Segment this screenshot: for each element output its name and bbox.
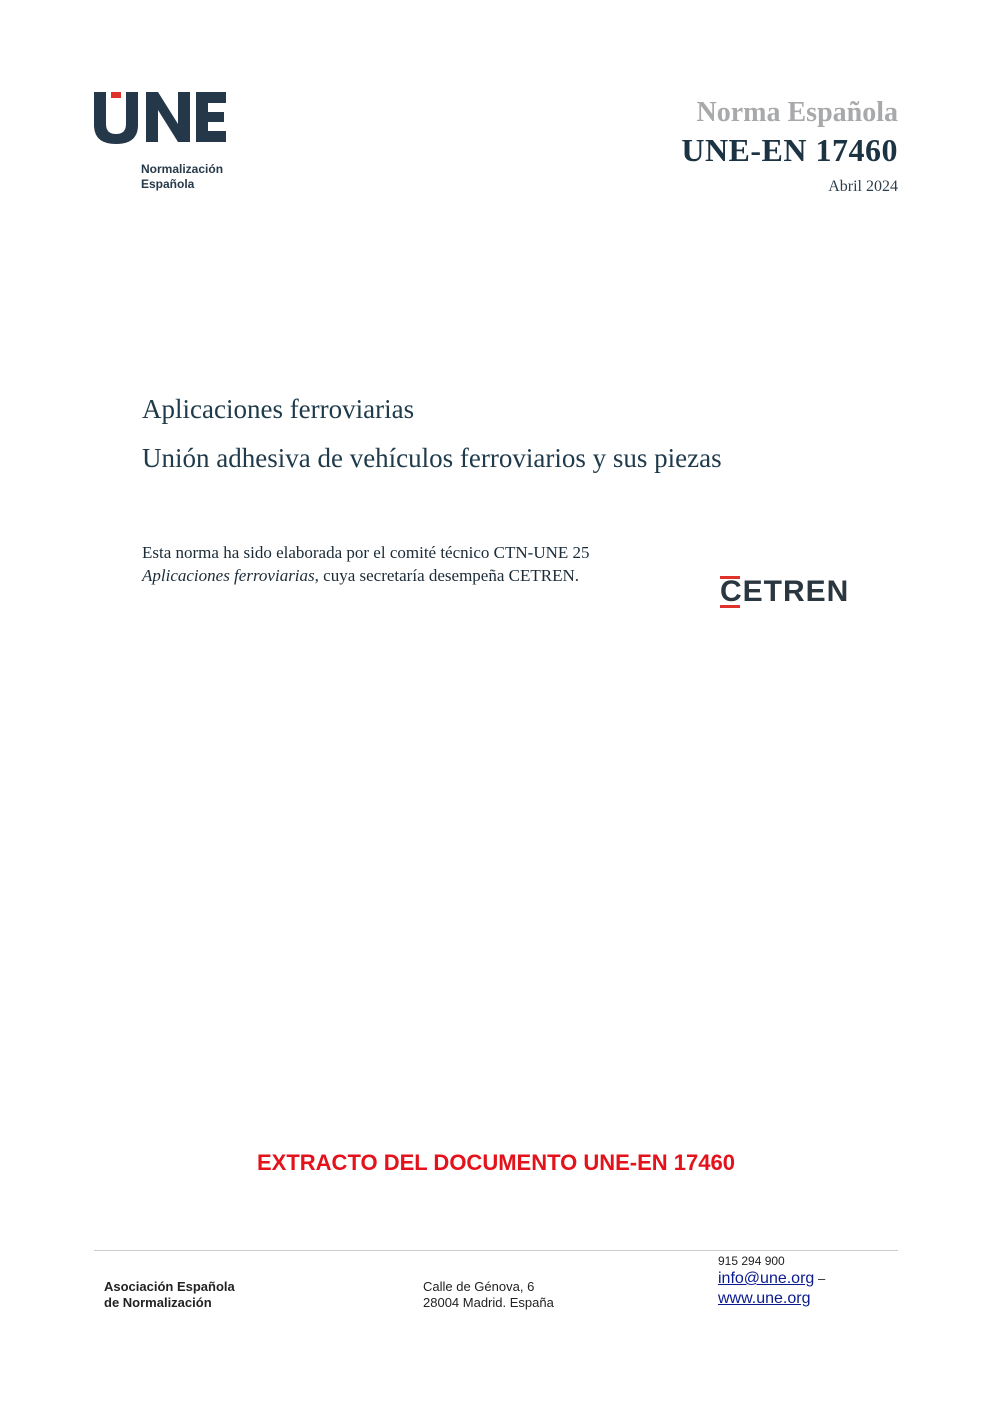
committee-statement bbox=[142, 541, 642, 587]
extract-notice: EXTRACTO DEL DOCUMENTO UNE-EN 17460 bbox=[257, 1150, 735, 1175]
standard-date: Abril 2024 bbox=[828, 178, 898, 195]
une-logo-subtitle-line2: Española bbox=[141, 177, 195, 191]
une-logo-subtitle-line1: Normalización bbox=[141, 162, 224, 176]
footer-website-link[interactable]: www.une.org bbox=[718, 1290, 811, 1307]
standard-kind: Norma Española bbox=[696, 97, 898, 128]
footer-organization bbox=[104, 1279, 235, 1311]
footer-org-line2: de Normalización bbox=[104, 1295, 212, 1310]
standard-code: UNE-EN 17460 bbox=[681, 132, 898, 168]
footer-phone: 915 294 900 bbox=[718, 1254, 785, 1268]
footer-address-line2: 28004 Madrid. España bbox=[423, 1295, 554, 1310]
une-logo bbox=[92, 88, 252, 198]
footer-divider bbox=[94, 1250, 898, 1251]
footer-separator: – bbox=[817, 1271, 826, 1286]
standard-header bbox=[681, 96, 898, 196]
une-logo-mark bbox=[92, 88, 232, 148]
footer-address-line1: Calle de Génova, 6 bbox=[423, 1279, 535, 1294]
committee-text-end: , cuya secretaría desempeña CETREN. bbox=[314, 566, 579, 585]
committee-name: Aplicaciones ferroviarias bbox=[142, 566, 315, 585]
title-line-1: Aplicaciones ferroviarias bbox=[142, 394, 415, 424]
footer-address bbox=[423, 1279, 554, 1311]
cetren-logo bbox=[720, 572, 862, 612]
footer-org-line1: Asociación Española bbox=[104, 1279, 235, 1294]
cetren-logo-text: CETREN bbox=[720, 575, 850, 608]
committee-text-start: Esta norma ha sido elaborada por el comité técnico CTN-UNE 25 bbox=[142, 543, 590, 562]
standard-title bbox=[142, 385, 722, 483]
footer-email-link[interactable]: info@une.org bbox=[718, 1270, 815, 1287]
une-logo-subtitle bbox=[141, 162, 223, 192]
footer-contact bbox=[718, 1253, 825, 1309]
title-line-2: Unión adhesiva de vehículos ferroviarios y sus piezas bbox=[142, 443, 722, 473]
